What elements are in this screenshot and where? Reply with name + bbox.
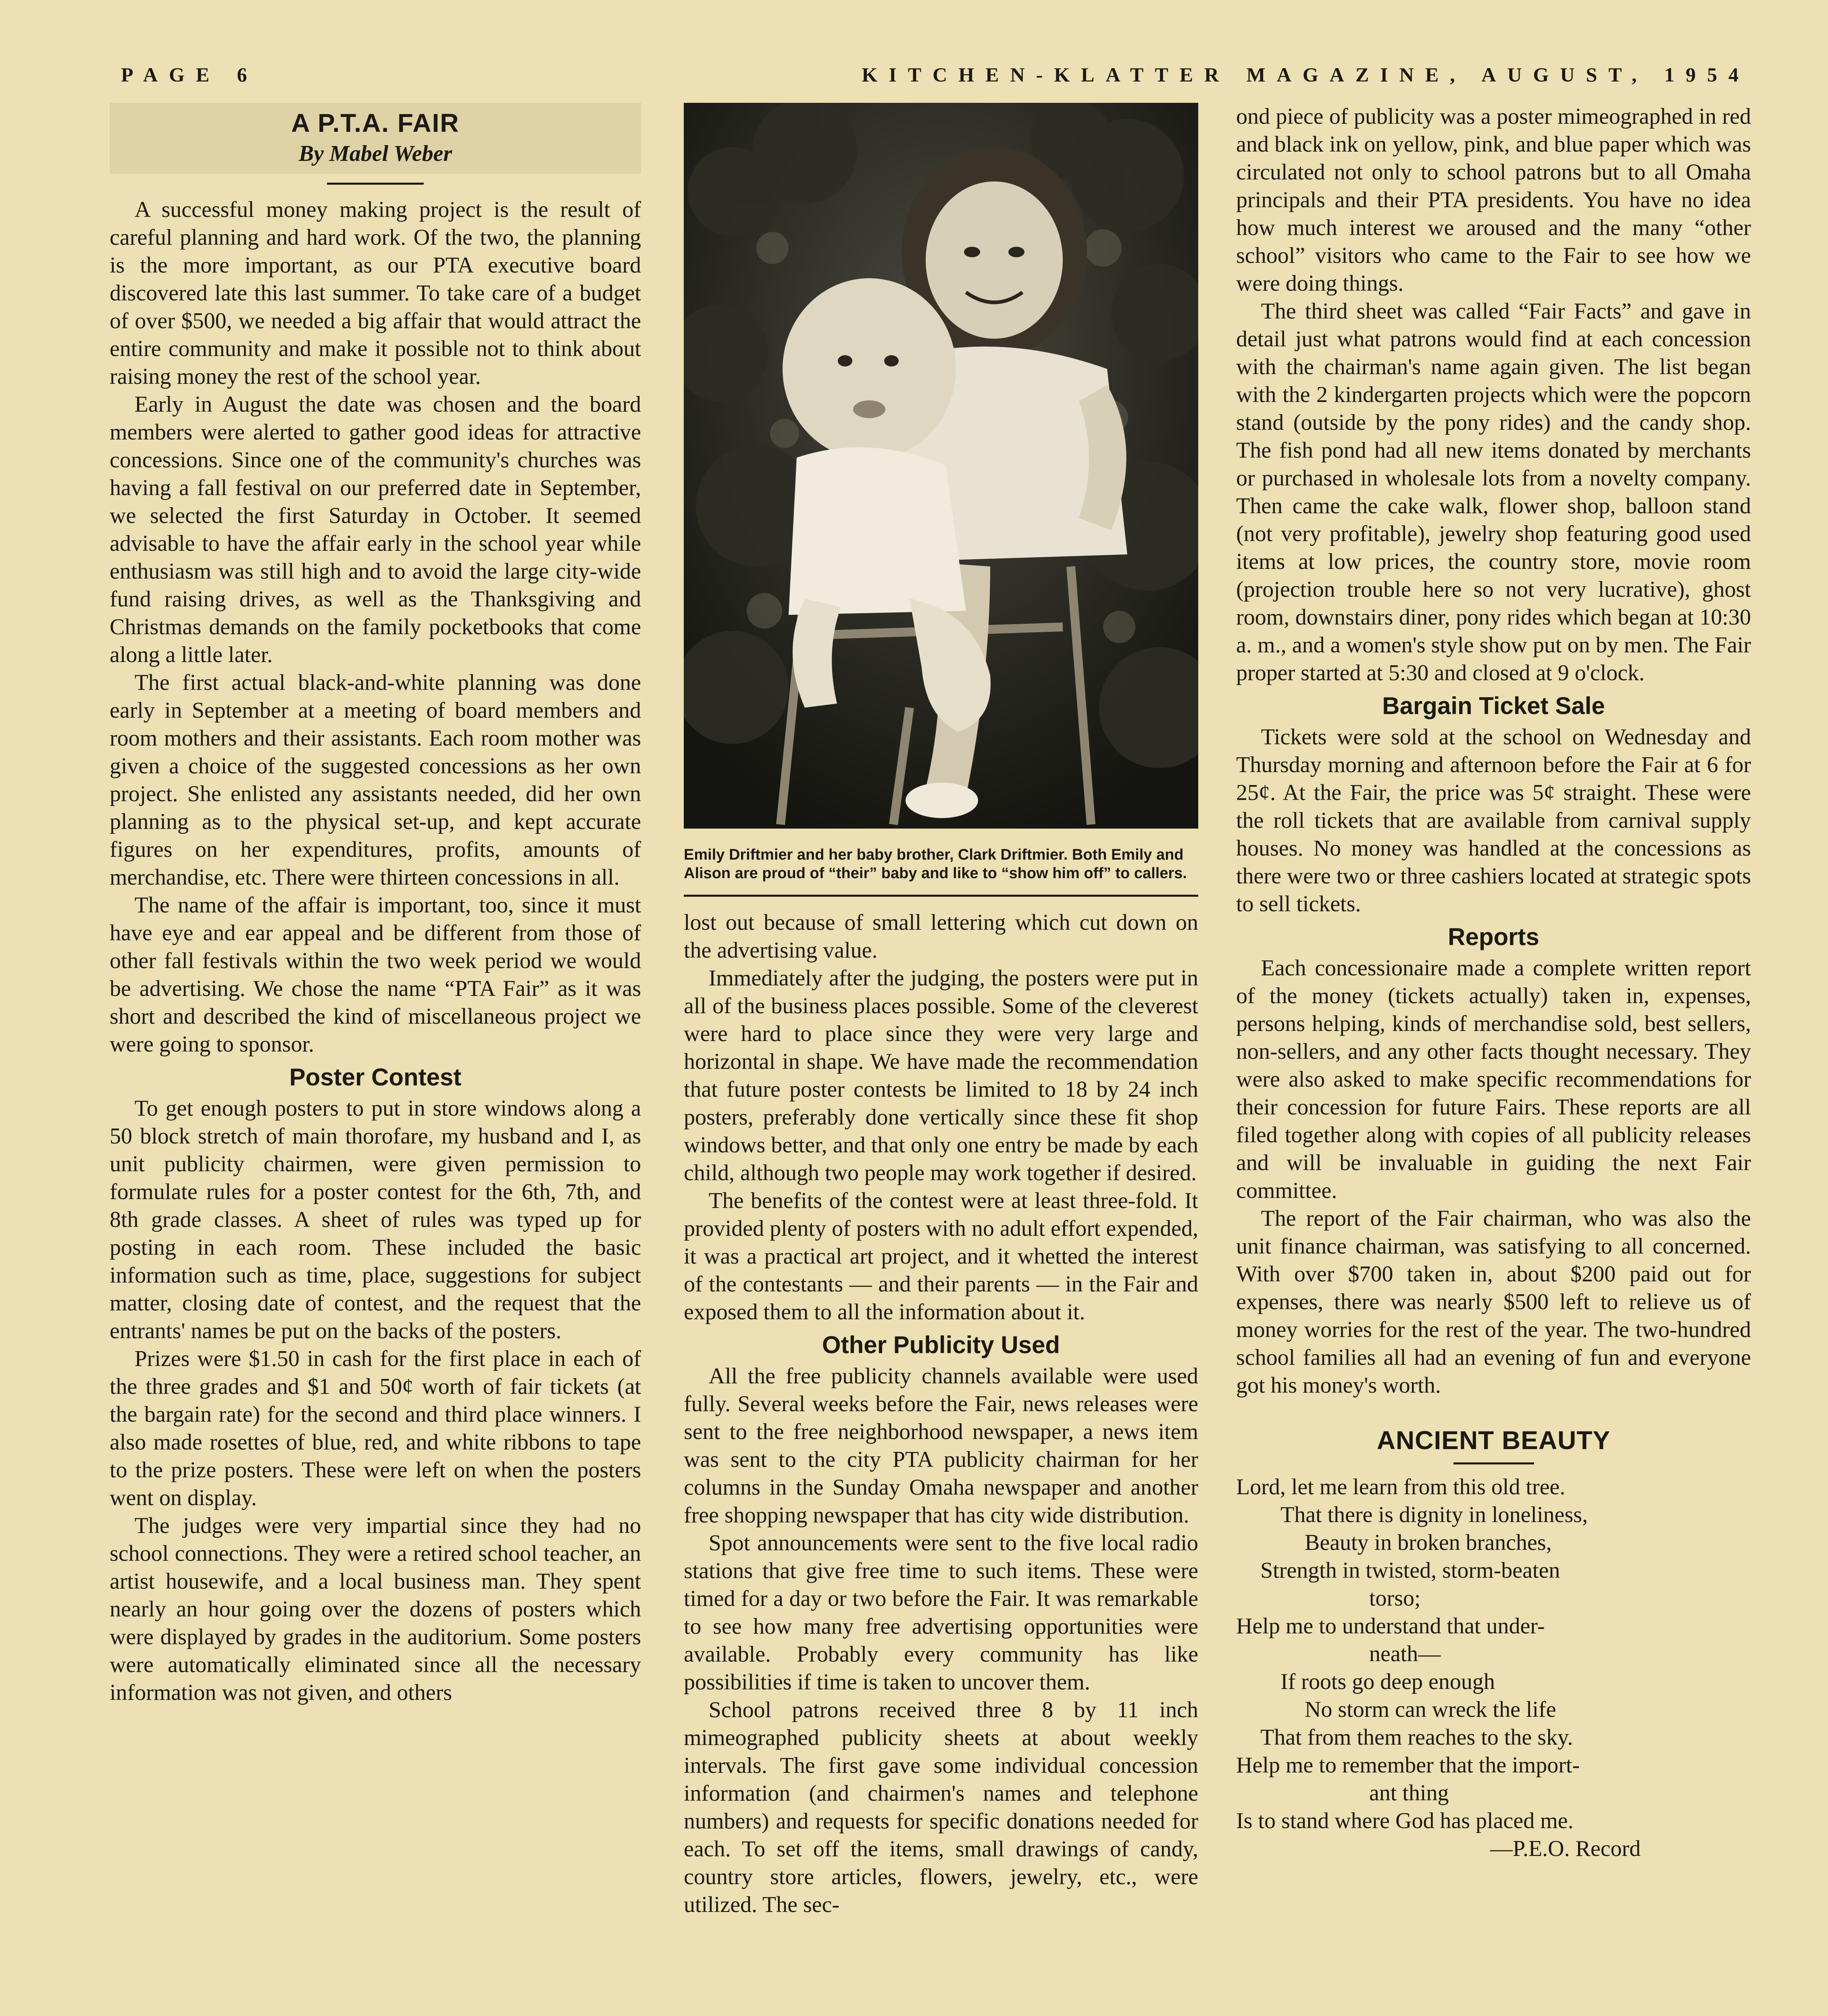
- magazine-issue: KITCHEN-KLATTER MAGAZINE, AUGUST, 1954: [862, 63, 1750, 86]
- paragraph: Tickets were sold at the school on Wednesday and Thursday morning and afternoon before the Fair at 6 for 25¢. At the Fair, the price was 5¢ straight. These were the roll tickets that are available from carnival supply houses. No money was handled at the concessions as there were two or three cashiers located at strategic spots to sell tickets.: [1236, 725, 1751, 916]
- paragraph: The judges were very impartial since they had no school connections. They were a retired school teacher, an artist housewife, and a local business man. They spent nearly an hour going over the dozens of posters which were displayed by grades in the auditorium. Some posters were automatically eliminated since all the necessary information was not given, and others: [110, 1513, 641, 1705]
- poem-line: Help me to remember that the import-: [1236, 1753, 1580, 1778]
- paragraph: To get enough posters to put in store windows along a 50 block stretch of main thorofare, my husband and I, as unit publicity chairmen, were given permission to formulate rules for a poster contest for the 6th, 7th, and 8th grade classes. A sheet of rules was typed up for posting in each room. These included the basic information such as time, place, suggestions for subject matter, closing date of contest, and the request that the entrants' names be put on the backs of the posters.: [110, 1096, 641, 1343]
- paragraph: Prizes were $1.50 in cash for the first place in each of the three grades and $1 and 50¢ worth of fair tickets (at the bargain rate) for the second and third place winners. I also made rosettes of blue, red, and white ribbons to tape to the prize posters. These were left on when the posters went on display.: [110, 1346, 641, 1510]
- poem-line: That there is dignity in loneliness,: [1280, 1502, 1588, 1527]
- poem-line: neath—: [1369, 1641, 1441, 1666]
- poem-line: No storm can wreck the life: [1305, 1697, 1556, 1722]
- poem-line: ant thing: [1369, 1781, 1449, 1806]
- title-divider: [327, 183, 424, 185]
- photo-caption: Emily Driftmier and her baby brother, Clark Driftmier. Both Emily and Alison are proud of “their” baby and like to “show him off” to callers.: [684, 846, 1187, 882]
- poem-line: Lord, let me learn from this old tree.: [1236, 1475, 1566, 1500]
- children-photo-illustration: [684, 103, 1198, 829]
- poem-line: Beauty in broken branches,: [1305, 1530, 1552, 1555]
- paragraph: Spot announcements were sent to the five local radio stations that give free time to such items. These were timed for a day or two before the Fair. It was remarkable to see how many free advertising opportunities were available. Probably every community has like possibilities if time is taken to uncover them.: [684, 1531, 1198, 1695]
- poem-line: If roots go deep enough: [1280, 1669, 1495, 1694]
- paragraph: A successful money making project is the result of careful planning and hard work. Of the two, the planning is the more important, as our PTA executive board discovered late this last summer. To take care of a budget of over $500, we needed a big affair that would attract the entire community and make it possible not to think about raising money the rest of the school year.: [110, 197, 641, 389]
- poem: [1236, 1473, 1751, 1863]
- subhead-bargain-ticket-sale: Bargain Ticket Sale: [1382, 692, 1605, 719]
- caption-divider: [684, 895, 1198, 897]
- subhead-poster-contest: Poster Contest: [289, 1064, 462, 1091]
- paragraph: The report of the Fair chairman, who was also the unit finance chairman, was satisfying to all concerned. With over $700 taken in, about $200 paid out for expenses, there was nearly $500 left to relieve us of money worries for the rest of the year. The two-hundred school families all had an evening of fun and everyone got his money's worth.: [1236, 1206, 1751, 1398]
- poem-line: torso;: [1369, 1586, 1421, 1611]
- subhead-reports: Reports: [1448, 923, 1539, 950]
- paragraph: ond piece of publicity was a poster mimeographed in red and black ink on yellow, pink, and blue paper which was circulated not only to school patrons but to all Omaha principals and their PTA presidents. You have no idea how much interest we aroused and the many “other school” visitors who came to the Fair to see how we were doing things.: [1236, 104, 1751, 296]
- children-photo: [684, 103, 1198, 829]
- paragraph: The third sheet was called “Fair Facts” and gave in detail just what patrons would find at each concession with the chairman's name again given. The list began with the 2 kindergarten projects which were the popcorn stand (outside by the pony rides) and the candy shop. The fish pond had all new items donated by merchants or purchased in wholesale lots from a novelty company. Then came the cake walk, flower shop, balloon stand (not very profitable), jewelry shop featuring good used items at low prices, the country store, movie room (projection trouble here so not very lucrative), ghost room, downstairs diner, pony rides which began at 10:30 a. m., and a women's style show put on by men. The Fair proper started at 5:30 and closed at 9 o'clock.: [1236, 299, 1751, 685]
- subhead-other-publicity: Other Publicity Used: [822, 1331, 1060, 1358]
- article-title: A P.T.A. FAIR: [291, 108, 460, 137]
- poem-credit: —P.E.O. Record: [1490, 1836, 1641, 1861]
- poem-line: Is to stand where God has placed me.: [1236, 1808, 1574, 1833]
- poem-divider: [1453, 1462, 1534, 1464]
- page-number: PAGE 6: [121, 63, 258, 86]
- poem-line: Strength in twisted, storm-beaten: [1260, 1558, 1560, 1583]
- poem-line: That from them reaches to the sky.: [1260, 1725, 1573, 1750]
- paragraph: Early in August the date was chosen and the board members were alerted to gather good ideas for attractive concessions. Since one of the community's churches was having a fall festival on our preferred date in September, we selected the first Saturday in October. It seemed advisable to have the affair early in the school year while enthusiasm was still high and to avoid the large city-wide fund raising drives, as well as the Thanksgiving and Christmas demands on the family pocketbooks that come along a little later.: [110, 392, 641, 667]
- article-byline: By Mabel Weber: [298, 141, 452, 166]
- article-title-box: [110, 103, 641, 174]
- column-3: [1236, 103, 1751, 1863]
- poem-line: Help me to understand that under-: [1236, 1614, 1545, 1639]
- paragraph: lost out because of small lettering which cut down on the advertising value.: [684, 910, 1198, 963]
- paragraph: The benefits of the contest were at least three-fold. It provided plenty of posters with no adult effort expended, it was a practical art project, and it whetted the interest of the contestants — and their parents — in the Fair and exposed them to all the information about it.: [684, 1188, 1198, 1325]
- poem-title: ANCIENT BEAUTY: [1376, 1426, 1611, 1455]
- running-header: [121, 60, 1750, 89]
- paragraph: Each concessionaire made a complete written report of the money (tickets actually) taken in, expenses, persons helping, kinds of merchandise sold, best sellers, non-sellers, and any other facts thought necessary. They were also asked to make specific recommendations for their concession for future Fairs. These reports are all filed together along with copies of all publicity releases and will be invaluable in guiding the next Fair committee.: [1236, 956, 1751, 1203]
- column-2: [684, 103, 1198, 1919]
- paragraph: The name of the affair is important, too, since it must have eye and ear appeal and be different from those of other fall festivals within the two week period we would be advertising. We chose the name “PTA Fair” as it was short and described the kind of miscellaneous project we were going to sponsor.: [110, 893, 641, 1057]
- column-1: [110, 103, 641, 1707]
- paragraph: The first actual black-and-white planning was done early in September at a meeting of board members and room mothers and their assistants. Each room mother was given a choice of the suggested concessions as her own project. She enlisted any assistants needed, did her own planning as to the physical set-up, and kept accurate figures on her expenditures, profits, amounts of merchandise, etc. There were thirteen concessions in all.: [110, 670, 641, 890]
- paragraph: Immediately after the judging, the posters were put in all of the business places possible. Some of the cleverest were hard to place since they were very large and horizontal in shape. We have made the recommendation that future poster contests be limited to 18 by 24 inch posters, preferably done vertically since these fit shop windows better, and that only one entry be made by each child, although two people may work together if desired.: [684, 966, 1198, 1185]
- paragraph: All the free publicity channels available were used fully. Several weeks before the Fair, news releases were sent to the free neighborhood newspaper, a news item was sent to the city PTA publicity chairman for her columns in the Sunday Omaha newspaper and another free shopping newspaper that has city wide distribution.: [684, 1364, 1198, 1528]
- paragraph: School patrons received three 8 by 11 inch mimeographed publicity sheets at about weekly intervals. The first gave some individual concession information (and chairmen's names and telephone numbers) and requests for specific donations needed for each. To set off the items, small drawings of candy, country store articles, flowers, jewelry, etc., were utilized. The sec-: [684, 1697, 1198, 1917]
